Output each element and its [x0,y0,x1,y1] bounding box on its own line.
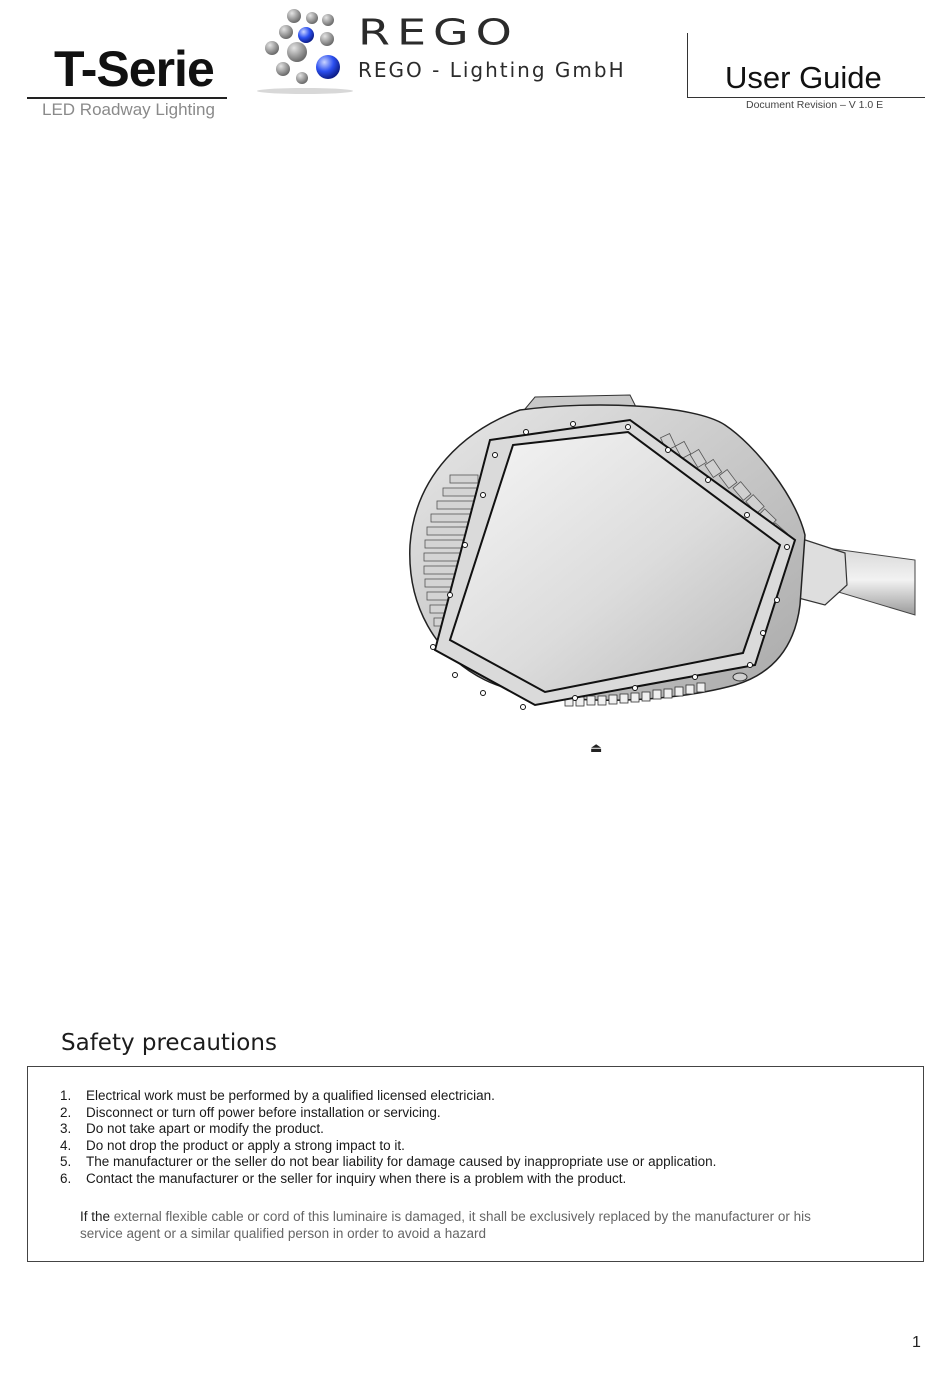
header-rule [687,97,925,98]
list-text: The manufacturer or the seller do not bear liability for damage caused by inappropriate use or application. [86,1154,717,1170]
list-text: Do not drop the product or apply a strong impact to it. [86,1137,405,1153]
doc-title: User Guide [725,60,882,95]
list-item [60,1171,716,1188]
safety-list [60,1088,716,1188]
list-number: 1. [60,1088,72,1103]
section-heading: Safety precautions [61,1030,277,1056]
list-item [60,1105,716,1122]
list-item [60,1154,716,1171]
list-item [60,1121,716,1138]
series-underline [27,97,227,99]
brand-tagline: REGO - Lighting GmbH [358,58,626,82]
cable-warning-note [80,1208,840,1242]
eject-icon: ⏏ [590,740,603,755]
header-divider [687,33,688,97]
list-number: 2. [60,1104,72,1120]
doc-revision: Document Revision – V 1.0 E [746,99,884,111]
list-item [60,1138,716,1155]
dots-logo-icon [250,5,360,97]
list-text: Contact the manufacturer or the seller for inquiry when there is a problem with the product. [86,1170,627,1186]
series-title: T-Serie [54,41,214,97]
list-number: 5. [60,1154,72,1170]
note-lead: If the [80,1209,111,1224]
page-number: 1 [912,1334,921,1351]
list-number: 6. [60,1170,72,1186]
list-item [60,1088,716,1105]
safety-box [27,1066,924,1262]
list-number: 3. [60,1121,72,1137]
note-text: external flexible cable or cord of this luminaire is damaged, it shall be exclusively replaced by the manufacturer or his service agent or a similar qualified person in order to avoid a hazard [80,1209,811,1241]
list-text: Do not take apart or modify the product. [86,1121,324,1137]
list-text: Disconnect or turn off power before installation or servicing. [86,1104,441,1120]
list-text: Electrical work must be performed by a qualified licensed electrician. [86,1088,495,1103]
series-subtitle: LED Roadway Lighting [42,100,215,119]
brand-name: REGO [358,10,519,53]
roadway-luminaire-illustration [395,385,920,720]
list-number: 4. [60,1137,72,1153]
